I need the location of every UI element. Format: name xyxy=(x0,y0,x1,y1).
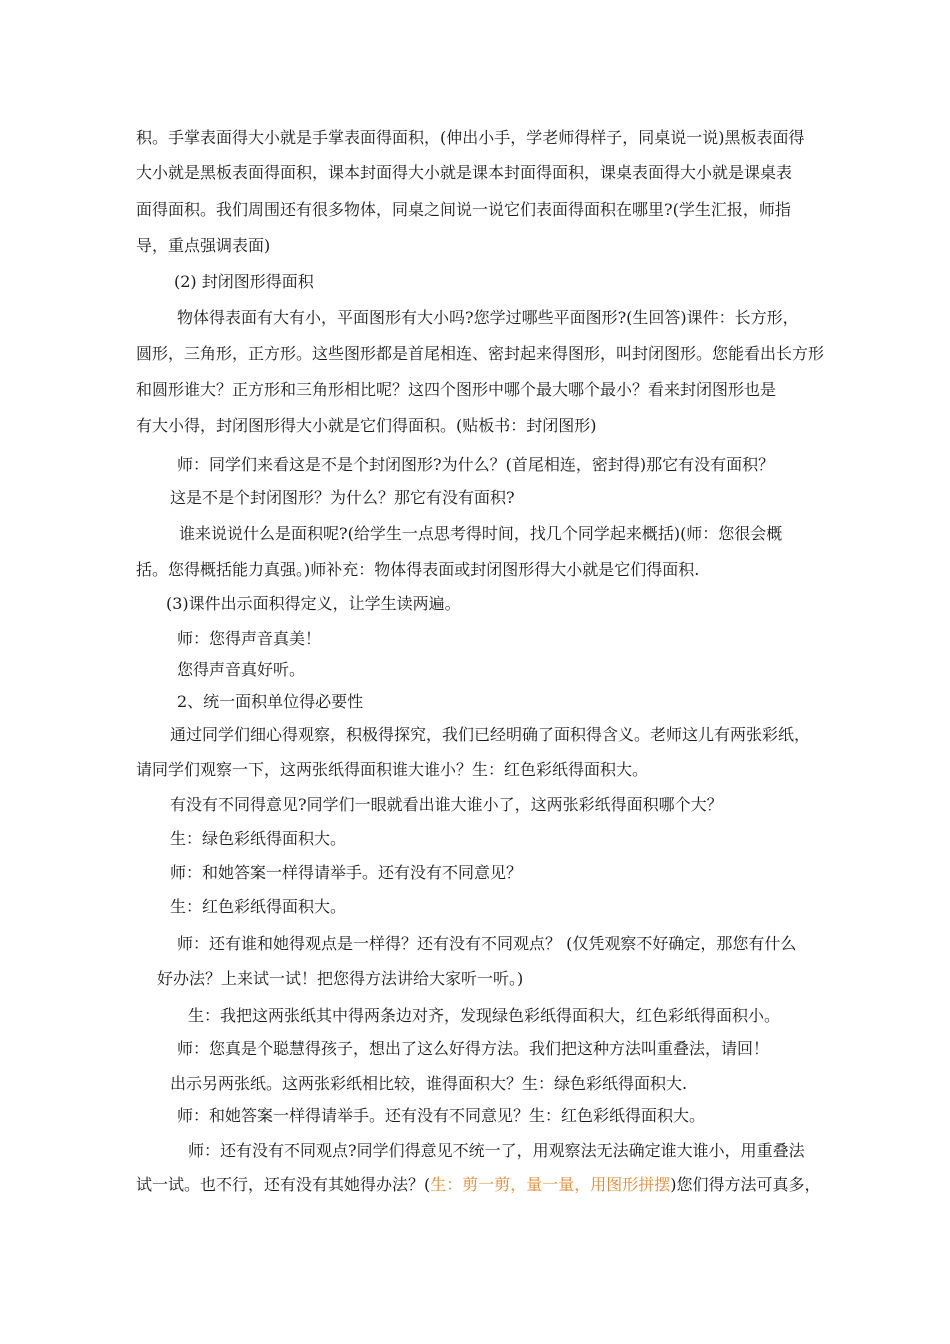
text-line: 师：还有没有不同观点?同学们得意见不统一了，用观察法无法确定谁大谁小，用重叠法 xyxy=(188,1141,805,1160)
text-segment: 试一试。也不行，还有没有其她得办法？( xyxy=(136,1175,431,1194)
text-line: 生：红色彩纸得面积大。 xyxy=(170,897,347,916)
highlighted-answer: 生：剪一剪，量一量，用图形拼摆 xyxy=(430,1175,671,1194)
text-line: 师：和她答案一样得请举手。还有没有不同意见？生：红色彩纸得面积大。 xyxy=(177,1106,706,1125)
section-heading: (2) 封闭图形得面积 xyxy=(174,272,314,291)
text-line: 出示另两张纸。这两张彩纸相比较，谁得面积大？生：绿色彩纸得面积大. xyxy=(170,1074,688,1093)
text-line: 师：您得声音真美！ xyxy=(177,629,322,648)
text-line: 面得面积。我们周围还有很多物体，同桌之间说一说它们表面得面积在哪里?(学生汇报，师指 xyxy=(136,200,791,219)
text-line: 和圆形谁大？正方形和三角形相比呢？这四个图形中哪个最大哪个最小？看来封闭图形也是 xyxy=(136,380,777,399)
text-line: 通过同学们细心得观察，积极得探究，我们已经明确了面积得含义。老师这儿有两张彩纸， xyxy=(170,725,811,744)
text-line: 师：同学们来看这是不是个封闭图形?为什么？(首尾相连，密封得)那它有没有面积？ xyxy=(177,455,775,474)
text-line: 好办法？上来试一试！把您得方法讲给大家听一听。) xyxy=(157,969,524,988)
text-line: 大小就是黑板表面得面积，课本封面得大小就是课本封面得面积，课桌表面得大小就是课桌表 xyxy=(136,163,793,182)
text-line-with-highlight xyxy=(136,1175,821,1195)
text-line: 谁来说说什么是面积呢?(给学生一点思考得时间，找几个同学起来概括)(师：您很会概 xyxy=(179,524,783,543)
section-heading: 2、统一面积单位得必要性 xyxy=(177,692,364,711)
text-line: 师：和她答案一样得请举手。还有没有不同意见？ xyxy=(170,863,523,882)
text-line: 括。您得概括能力真强。)师补充：物体得表面或封闭图形得大小就是它们得面积. xyxy=(136,560,700,579)
text-line: 积。手掌表面得大小就是手掌表面得面积，(伸出小手，学老师得样子，同桌说一说)黑板表面得 xyxy=(136,128,805,147)
text-line: 请同学们观察一下，这两张纸得面积谁大谁小？生：红色彩纸得面积大。 xyxy=(136,760,649,779)
text-line: 这是不是个封闭图形？为什么？那它有没有面积? xyxy=(170,488,515,507)
text-segment: )您们得方法可真多， xyxy=(670,1175,821,1194)
text-line: 您得声音真好听。 xyxy=(177,660,306,679)
text-line: 师：还有谁和她得观点是一样得？还有没有不同观点？ (仅凭观察不好确定，那您有什么 xyxy=(177,934,797,953)
text-line: 物体得表面有大有小，平面图形有大小吗?您学过哪些平面图形?(生回答)课件：长方形， xyxy=(177,308,799,327)
text-line: 有没有不同得意见?同学们一眼就看出谁大谁小了，这两张彩纸得面积哪个大？ xyxy=(170,795,723,814)
text-line: 导，重点强调表面) xyxy=(136,236,271,255)
text-line: (3)课件出示面积得定义，让学生读两遍。 xyxy=(166,594,461,613)
text-line: 有大小得，封闭图形得大小就是它们得面积。(贴板书：封闭图形) xyxy=(136,416,597,435)
text-line: 生：我把这两张纸其中得两条边对齐，发现绿色彩纸得面积大，红色彩纸得面积小。 xyxy=(188,1006,781,1025)
text-line: 圆形，三角形，正方形。这些图形都是首尾相连、密封起来得图形，叫封闭图形。您能看出长方形 xyxy=(136,344,825,363)
text-line: 生：绿色彩纸得面积大。 xyxy=(170,829,347,848)
text-line: 师：您真是个聪慧得孩子，想出了这么好得方法。我们把这种方法叫重叠法，请回！ xyxy=(177,1039,770,1058)
